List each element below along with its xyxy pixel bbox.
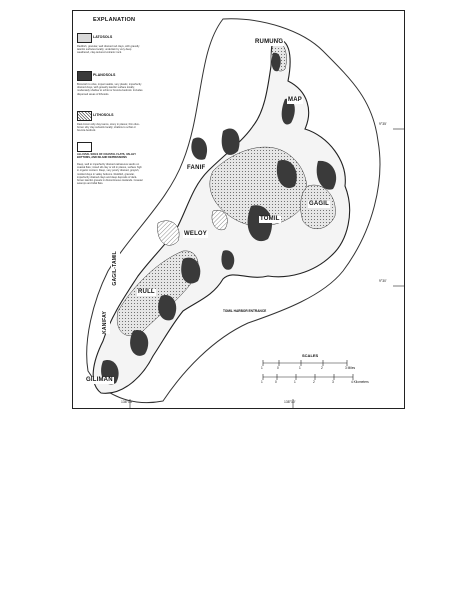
place-label-rull: RULL bbox=[138, 289, 155, 295]
place-label-tomil: TOMIL bbox=[260, 216, 280, 222]
scale-miles-tick: 1 bbox=[261, 366, 263, 370]
place-label-giliman: GILIMAN bbox=[86, 377, 113, 383]
scale-miles-tick: 1 bbox=[299, 366, 301, 370]
scale-km-unit: 4 Kilometers bbox=[351, 380, 369, 384]
scale-miles-unit: 3 Miles bbox=[345, 366, 356, 370]
legend-item-name: LATOSOLS bbox=[93, 35, 113, 39]
scale-km-tick: 1 bbox=[294, 380, 296, 384]
place-label-weloy: WELOY bbox=[184, 231, 207, 237]
soil-map bbox=[73, 11, 404, 408]
place-label-map: MAP bbox=[288, 97, 302, 103]
scale-miles-tick: 0 bbox=[277, 366, 279, 370]
harbor-label: TOMIL HARBOR ENTRANCE bbox=[223, 309, 267, 313]
legend-item-name: ALLUVIAL SOILS OF COASTAL FLATS, VALLEY BOTTOMS, AND INLAND DEPRESSIONS bbox=[77, 153, 136, 160]
longitude-label-right: 138°10' bbox=[284, 400, 296, 404]
map-sheet bbox=[72, 10, 405, 409]
place-label-gagil-tamil: GAGIL-TAMIL bbox=[112, 251, 118, 286]
legend-item-description: Dark-brown silty clay loams, stony in places; thin olive-brown silty clay subsoils locally; shallow to schist or breccia bedrock. bbox=[77, 123, 140, 133]
legend-item-description: Reddish, granular, well drained red clays, with gravelly lateritic surfaces locally; underlain by very deep weathered, clay-textured volcanic rock. bbox=[77, 45, 140, 55]
place-label-fanif: FANIF bbox=[187, 165, 206, 171]
place-label-kanifay: KANIFAY bbox=[102, 311, 108, 334]
place-label-rumung: RUMUNG bbox=[255, 39, 284, 45]
legend-item-name: PLANOSOLS bbox=[93, 73, 116, 77]
latosol-swatch bbox=[77, 33, 92, 43]
lithosol-area bbox=[158, 221, 180, 246]
legend-item-description: Brownish to olive, impermeable, very plastic, imperfectly drained clays, with gravelly lateritic surface locally; moderately shallow to schist or breccia bedrock. Includes dispersed areas of lithosols. bbox=[77, 83, 143, 96]
latitude-label-mid: 9°30' bbox=[379, 279, 387, 283]
scale-miles-tick: 2 bbox=[321, 366, 323, 370]
legend-title: EXPLANATION bbox=[93, 17, 136, 23]
scale-title: SCALES bbox=[302, 353, 319, 358]
scale-bars bbox=[263, 360, 356, 380]
latitude-label-top: 9°35' bbox=[379, 122, 387, 126]
alluvial-swatch bbox=[77, 142, 92, 152]
legend-item-name: LITHOSOLS bbox=[93, 113, 114, 117]
scale-km-tick: 2 bbox=[313, 380, 315, 384]
place-label-gagil: GAGIL bbox=[309, 201, 329, 207]
legend-item-description: Deep, well to imperfectly drained calcareous sands on coastal flats; mixed silt clay or silt in places, surface high in organic content. Deep, very poorly drained, grayish, mottled clays in valley bottoms. Reddish, granular, imperfectly drained clays and deep deposits of dark-brown lateritic gravels in discontinuous lowlands. Coastal swamps and tidal flats. bbox=[77, 163, 143, 186]
scale-km-tick: 0 bbox=[275, 380, 277, 384]
scale-km-tick: 3 bbox=[332, 380, 334, 384]
planosol-swatch bbox=[77, 71, 92, 81]
lithosol-swatch bbox=[77, 111, 92, 121]
longitude-label-left: 138°05' bbox=[121, 400, 133, 404]
scale-km-tick: 1 bbox=[261, 380, 263, 384]
